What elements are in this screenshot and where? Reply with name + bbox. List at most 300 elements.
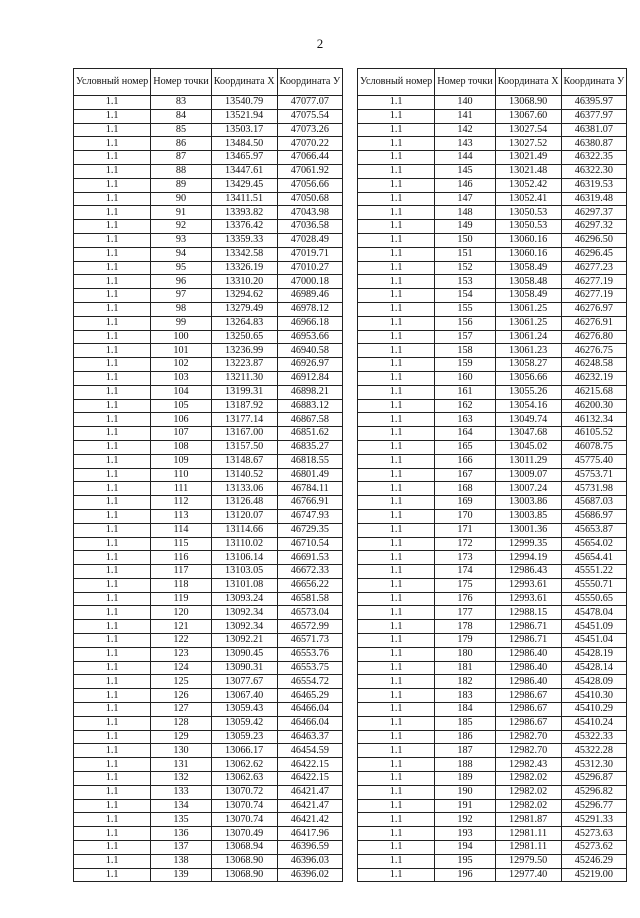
table-row [74, 261, 343, 275]
cell-point-number: 129 [151, 730, 212, 744]
cell-point-number: 193 [435, 827, 496, 841]
cell-point-number: 139 [151, 868, 212, 882]
table-row [74, 620, 343, 634]
cell-point-number: 149 [435, 220, 496, 234]
cell-coordinate-y: 46322.35 [561, 151, 627, 165]
cell-point-number: 103 [151, 371, 212, 385]
cell-conditional-number: 1.1 [74, 123, 151, 137]
table-row [358, 620, 627, 634]
cell-conditional-number: 1.1 [74, 496, 151, 510]
cell-coordinate-x: 13411.51 [211, 192, 277, 206]
cell-coordinate-x: 12977.40 [495, 868, 561, 882]
cell-conditional-number: 1.1 [358, 689, 435, 703]
cell-coordinate-y: 46926.97 [277, 358, 343, 372]
cell-conditional-number: 1.1 [74, 289, 151, 303]
cell-conditional-number: 1.1 [358, 716, 435, 730]
cell-conditional-number: 1.1 [74, 744, 151, 758]
cell-conditional-number: 1.1 [74, 868, 151, 882]
cell-coordinate-x: 13199.31 [211, 385, 277, 399]
cell-point-number: 153 [435, 275, 496, 289]
table-row [358, 689, 627, 703]
table-row [358, 164, 627, 178]
table-row [74, 371, 343, 385]
cell-point-number: 104 [151, 385, 212, 399]
cell-conditional-number: 1.1 [74, 578, 151, 592]
cell-conditional-number: 1.1 [74, 675, 151, 689]
table-row [74, 109, 343, 123]
cell-point-number: 179 [435, 634, 496, 648]
cell-point-number: 106 [151, 413, 212, 427]
cell-coordinate-x: 13264.83 [211, 316, 277, 330]
cell-conditional-number: 1.1 [358, 289, 435, 303]
cell-coordinate-x: 13070.74 [211, 799, 277, 813]
table-row [358, 634, 627, 648]
cell-conditional-number: 1.1 [74, 827, 151, 841]
cell-coordinate-x: 12981.11 [495, 827, 561, 841]
cell-conditional-number: 1.1 [74, 344, 151, 358]
cell-conditional-number: 1.1 [358, 192, 435, 206]
cell-point-number: 117 [151, 565, 212, 579]
cell-conditional-number: 1.1 [358, 551, 435, 565]
cell-conditional-number: 1.1 [358, 841, 435, 855]
cell-coordinate-y: 45451.09 [561, 620, 627, 634]
cell-conditional-number: 1.1 [74, 482, 151, 496]
cell-coordinate-x: 13521.94 [211, 109, 277, 123]
cell-point-number: 125 [151, 675, 212, 689]
cell-conditional-number: 1.1 [74, 799, 151, 813]
cell-coordinate-x: 13027.52 [495, 137, 561, 151]
table-row [74, 151, 343, 165]
cell-coordinate-x: 13279.49 [211, 302, 277, 316]
cell-conditional-number: 1.1 [74, 261, 151, 275]
table-row [358, 523, 627, 537]
cell-conditional-number: 1.1 [358, 261, 435, 275]
header-coordinate-x: Координата X [211, 69, 277, 96]
cell-coordinate-y: 46940.58 [277, 344, 343, 358]
cell-coordinate-x: 12986.71 [495, 620, 561, 634]
cell-coordinate-x: 13103.05 [211, 565, 277, 579]
cell-point-number: 102 [151, 358, 212, 372]
cell-coordinate-y: 45753.71 [561, 468, 627, 482]
cell-coordinate-y: 45296.82 [561, 785, 627, 799]
cell-coordinate-y: 47019.71 [277, 247, 343, 261]
cell-point-number: 128 [151, 716, 212, 730]
cell-conditional-number: 1.1 [74, 206, 151, 220]
table-row [74, 482, 343, 496]
cell-point-number: 158 [435, 344, 496, 358]
cell-coordinate-x: 13310.20 [211, 275, 277, 289]
cell-coordinate-y: 45653.87 [561, 523, 627, 537]
cell-coordinate-x: 12986.71 [495, 634, 561, 648]
cell-coordinate-x: 13447.61 [211, 164, 277, 178]
cell-point-number: 121 [151, 620, 212, 634]
cell-conditional-number: 1.1 [74, 220, 151, 234]
table-row [358, 206, 627, 220]
cell-conditional-number: 1.1 [74, 592, 151, 606]
cell-coordinate-y: 46801.49 [277, 468, 343, 482]
cell-coordinate-x: 12986.40 [495, 647, 561, 661]
cell-coordinate-y: 47056.66 [277, 178, 343, 192]
cell-coordinate-x: 12979.50 [495, 854, 561, 868]
cell-coordinate-y: 45273.62 [561, 841, 627, 855]
table-row [74, 827, 343, 841]
table-row [358, 358, 627, 372]
table-row [358, 675, 627, 689]
cell-coordinate-y: 46276.91 [561, 316, 627, 330]
cell-point-number: 126 [151, 689, 212, 703]
cell-coordinate-x: 12999.35 [495, 537, 561, 551]
cell-point-number: 124 [151, 661, 212, 675]
cell-coordinate-x: 13061.23 [495, 344, 561, 358]
cell-point-number: 118 [151, 578, 212, 592]
cell-coordinate-x: 13055.26 [495, 385, 561, 399]
cell-coordinate-x: 12982.70 [495, 744, 561, 758]
cell-coordinate-x: 13540.79 [211, 96, 277, 110]
cell-coordinate-y: 47077.07 [277, 96, 343, 110]
cell-conditional-number: 1.1 [74, 565, 151, 579]
page-number: 2 [316, 36, 324, 51]
cell-coordinate-x: 13070.72 [211, 785, 277, 799]
cell-point-number: 188 [435, 758, 496, 772]
table-row [358, 468, 627, 482]
cell-coordinate-y: 46319.53 [561, 178, 627, 192]
cell-conditional-number: 1.1 [74, 330, 151, 344]
table-row [74, 468, 343, 482]
cell-conditional-number: 1.1 [358, 358, 435, 372]
cell-coordinate-y: 45410.29 [561, 703, 627, 717]
cell-coordinate-y: 46912.84 [277, 371, 343, 385]
cell-conditional-number: 1.1 [358, 385, 435, 399]
cell-coordinate-y: 46581.58 [277, 592, 343, 606]
table-row [358, 785, 627, 799]
table-row [358, 330, 627, 344]
cell-coordinate-x: 13090.31 [211, 661, 277, 675]
cell-coordinate-y: 46105.52 [561, 427, 627, 441]
cell-coordinate-x: 12982.70 [495, 730, 561, 744]
table-row [74, 358, 343, 372]
table-row [74, 509, 343, 523]
cell-coordinate-x: 13429.45 [211, 178, 277, 192]
cell-coordinate-x: 13250.65 [211, 330, 277, 344]
table-row [74, 275, 343, 289]
cell-coordinate-y: 46377.97 [561, 109, 627, 123]
cell-point-number: 131 [151, 758, 212, 772]
table-row [358, 344, 627, 358]
cell-coordinate-x: 13070.74 [211, 813, 277, 827]
cell-conditional-number: 1.1 [74, 758, 151, 772]
table-row [74, 137, 343, 151]
table-row [358, 399, 627, 413]
cell-coordinate-x: 12982.02 [495, 785, 561, 799]
table-row [358, 220, 627, 234]
cell-point-number: 101 [151, 344, 212, 358]
cell-point-number: 138 [151, 854, 212, 868]
cell-point-number: 140 [435, 96, 496, 110]
cell-conditional-number: 1.1 [358, 413, 435, 427]
cell-coordinate-x: 12982.43 [495, 758, 561, 772]
cell-coordinate-y: 45478.04 [561, 606, 627, 620]
cell-point-number: 174 [435, 565, 496, 579]
cell-point-number: 132 [151, 772, 212, 786]
cell-coordinate-x: 13484.50 [211, 137, 277, 151]
cell-point-number: 182 [435, 675, 496, 689]
table-row [358, 371, 627, 385]
table-row [358, 772, 627, 786]
table-row [74, 606, 343, 620]
cell-point-number: 95 [151, 261, 212, 275]
cell-coordinate-x: 12986.67 [495, 703, 561, 717]
cell-conditional-number: 1.1 [74, 785, 151, 799]
cell-coordinate-x: 12993.61 [495, 592, 561, 606]
cell-conditional-number: 1.1 [74, 233, 151, 247]
cell-coordinate-x: 13045.02 [495, 440, 561, 454]
table-row [358, 151, 627, 165]
cell-coordinate-x: 12986.67 [495, 716, 561, 730]
header-conditional-number: Условный номер [358, 69, 435, 96]
cell-point-number: 150 [435, 233, 496, 247]
cell-point-number: 157 [435, 330, 496, 344]
cell-point-number: 184 [435, 703, 496, 717]
cell-conditional-number: 1.1 [74, 454, 151, 468]
cell-coordinate-x: 13359.33 [211, 233, 277, 247]
cell-conditional-number: 1.1 [358, 496, 435, 510]
cell-point-number: 115 [151, 537, 212, 551]
cell-conditional-number: 1.1 [74, 537, 151, 551]
cell-point-number: 133 [151, 785, 212, 799]
cell-conditional-number: 1.1 [358, 220, 435, 234]
cell-point-number: 98 [151, 302, 212, 316]
cell-coordinate-y: 45312.30 [561, 758, 627, 772]
cell-coordinate-y: 46553.75 [277, 661, 343, 675]
table-row [74, 675, 343, 689]
cell-conditional-number: 1.1 [358, 427, 435, 441]
cell-coordinate-x: 13021.48 [495, 164, 561, 178]
cell-coordinate-x: 13067.40 [211, 689, 277, 703]
cell-coordinate-x: 12981.11 [495, 841, 561, 855]
table-row [74, 578, 343, 592]
table-row [74, 96, 343, 110]
cell-coordinate-y: 46466.04 [277, 703, 343, 717]
cell-coordinate-x: 13070.49 [211, 827, 277, 841]
cell-coordinate-y: 46396.03 [277, 854, 343, 868]
cell-coordinate-x: 13465.97 [211, 151, 277, 165]
cell-conditional-number: 1.1 [74, 371, 151, 385]
cell-point-number: 99 [151, 316, 212, 330]
cell-coordinate-x: 13050.53 [495, 206, 561, 220]
cell-coordinate-x: 13052.42 [495, 178, 561, 192]
cell-point-number: 151 [435, 247, 496, 261]
cell-point-number: 169 [435, 496, 496, 510]
cell-coordinate-x: 13393.82 [211, 206, 277, 220]
table-row [74, 634, 343, 648]
table-row [74, 427, 343, 441]
cell-conditional-number: 1.1 [358, 206, 435, 220]
cell-coordinate-x: 13066.17 [211, 744, 277, 758]
cell-point-number: 196 [435, 868, 496, 882]
cell-coordinate-x: 13059.43 [211, 703, 277, 717]
cell-coordinate-x: 13236.99 [211, 344, 277, 358]
cell-coordinate-y: 46454.59 [277, 744, 343, 758]
table-row [358, 496, 627, 510]
cell-coordinate-x: 13187.92 [211, 399, 277, 413]
cell-coordinate-x: 13167.00 [211, 427, 277, 441]
cell-conditional-number: 1.1 [358, 399, 435, 413]
cell-conditional-number: 1.1 [74, 358, 151, 372]
cell-coordinate-y: 47028.49 [277, 233, 343, 247]
cell-coordinate-x: 12986.67 [495, 689, 561, 703]
cell-coordinate-x: 13157.50 [211, 440, 277, 454]
cell-point-number: 130 [151, 744, 212, 758]
cell-coordinate-x: 13114.66 [211, 523, 277, 537]
table-row [74, 841, 343, 855]
cell-point-number: 161 [435, 385, 496, 399]
cell-point-number: 88 [151, 164, 212, 178]
table-row [74, 440, 343, 454]
cell-coordinate-x: 13052.41 [495, 192, 561, 206]
cell-coordinate-y: 46421.47 [277, 785, 343, 799]
cell-point-number: 170 [435, 509, 496, 523]
cell-coordinate-y: 45686.97 [561, 509, 627, 523]
cell-point-number: 114 [151, 523, 212, 537]
cell-point-number: 146 [435, 178, 496, 192]
cell-conditional-number: 1.1 [358, 247, 435, 261]
cell-coordinate-x: 13120.07 [211, 509, 277, 523]
cell-coordinate-y: 46672.33 [277, 565, 343, 579]
cell-point-number: 173 [435, 551, 496, 565]
cell-conditional-number: 1.1 [358, 316, 435, 330]
cell-coordinate-y: 47010.27 [277, 261, 343, 275]
table-row [358, 841, 627, 855]
cell-conditional-number: 1.1 [74, 647, 151, 661]
table-header-row [74, 69, 343, 96]
cell-coordinate-y: 46417.96 [277, 827, 343, 841]
table-row [358, 482, 627, 496]
cell-coordinate-x: 13092.21 [211, 634, 277, 648]
cell-conditional-number: 1.1 [358, 233, 435, 247]
table-row [358, 413, 627, 427]
cell-coordinate-x: 12986.40 [495, 675, 561, 689]
table-row [74, 565, 343, 579]
cell-coordinate-y: 45731.98 [561, 482, 627, 496]
header-coordinate-x: Координата X [495, 69, 561, 96]
cell-point-number: 183 [435, 689, 496, 703]
cell-point-number: 144 [435, 151, 496, 165]
cell-conditional-number: 1.1 [74, 730, 151, 744]
cell-point-number: 141 [435, 109, 496, 123]
cell-conditional-number: 1.1 [74, 551, 151, 565]
cell-coordinate-x: 13148.67 [211, 454, 277, 468]
table-row [74, 178, 343, 192]
cell-conditional-number: 1.1 [74, 440, 151, 454]
table-row [74, 647, 343, 661]
cell-point-number: 191 [435, 799, 496, 813]
cell-coordinate-y: 47061.92 [277, 164, 343, 178]
cell-conditional-number: 1.1 [74, 634, 151, 648]
cell-conditional-number: 1.1 [74, 703, 151, 717]
table-row [358, 716, 627, 730]
table-row [74, 854, 343, 868]
cell-coordinate-x: 13090.45 [211, 647, 277, 661]
cell-coordinate-x: 13101.08 [211, 578, 277, 592]
table-row [358, 233, 627, 247]
cell-point-number: 185 [435, 716, 496, 730]
cell-point-number: 168 [435, 482, 496, 496]
table-row [358, 192, 627, 206]
table-row [74, 220, 343, 234]
cell-coordinate-y: 46132.34 [561, 413, 627, 427]
cell-coordinate-x: 13003.85 [495, 509, 561, 523]
table-row [74, 592, 343, 606]
table-row [358, 427, 627, 441]
cell-coordinate-y: 46691.53 [277, 551, 343, 565]
cell-coordinate-y: 47070.22 [277, 137, 343, 151]
cell-coordinate-x: 13067.60 [495, 109, 561, 123]
cell-point-number: 123 [151, 647, 212, 661]
cell-coordinate-y: 45428.19 [561, 647, 627, 661]
cell-point-number: 145 [435, 164, 496, 178]
cell-point-number: 187 [435, 744, 496, 758]
cell-coordinate-y: 46248.58 [561, 358, 627, 372]
cell-point-number: 90 [151, 192, 212, 206]
table-row [358, 578, 627, 592]
table-row [74, 868, 343, 882]
cell-coordinate-x: 12994.19 [495, 551, 561, 565]
cell-coordinate-y: 45296.87 [561, 772, 627, 786]
cell-point-number: 143 [435, 137, 496, 151]
cell-coordinate-x: 13061.25 [495, 302, 561, 316]
cell-coordinate-y: 47075.54 [277, 109, 343, 123]
cell-conditional-number: 1.1 [74, 661, 151, 675]
cell-point-number: 93 [151, 233, 212, 247]
cell-coordinate-x: 13061.25 [495, 316, 561, 330]
cell-coordinate-x: 13011.29 [495, 454, 561, 468]
cell-conditional-number: 1.1 [74, 137, 151, 151]
cell-coordinate-x: 13062.62 [211, 758, 277, 772]
cell-coordinate-y: 46835.27 [277, 440, 343, 454]
cell-conditional-number: 1.1 [358, 675, 435, 689]
cell-coordinate-x: 13021.49 [495, 151, 561, 165]
cell-point-number: 166 [435, 454, 496, 468]
table-row [74, 537, 343, 551]
cell-conditional-number: 1.1 [358, 509, 435, 523]
table-row [358, 261, 627, 275]
cell-conditional-number: 1.1 [358, 799, 435, 813]
cell-coordinate-y: 46766.91 [277, 496, 343, 510]
cell-conditional-number: 1.1 [74, 689, 151, 703]
table-row [358, 137, 627, 151]
cell-coordinate-y: 45219.00 [561, 868, 627, 882]
cell-point-number: 152 [435, 261, 496, 275]
cell-coordinate-y: 46296.45 [561, 247, 627, 261]
cell-coordinate-x: 13047.68 [495, 427, 561, 441]
cell-point-number: 195 [435, 854, 496, 868]
cell-conditional-number: 1.1 [358, 730, 435, 744]
cell-point-number: 190 [435, 785, 496, 799]
cell-point-number: 177 [435, 606, 496, 620]
table-row [358, 827, 627, 841]
cell-point-number: 97 [151, 289, 212, 303]
table-row [358, 537, 627, 551]
cell-coordinate-y: 45410.24 [561, 716, 627, 730]
cell-coordinate-x: 12986.40 [495, 661, 561, 675]
cell-conditional-number: 1.1 [74, 813, 151, 827]
table-row [74, 344, 343, 358]
cell-coordinate-x: 13058.27 [495, 358, 561, 372]
cell-coordinate-y: 46322.30 [561, 164, 627, 178]
table-row [74, 302, 343, 316]
cell-coordinate-y: 46276.75 [561, 344, 627, 358]
cell-coordinate-y: 47073.26 [277, 123, 343, 137]
